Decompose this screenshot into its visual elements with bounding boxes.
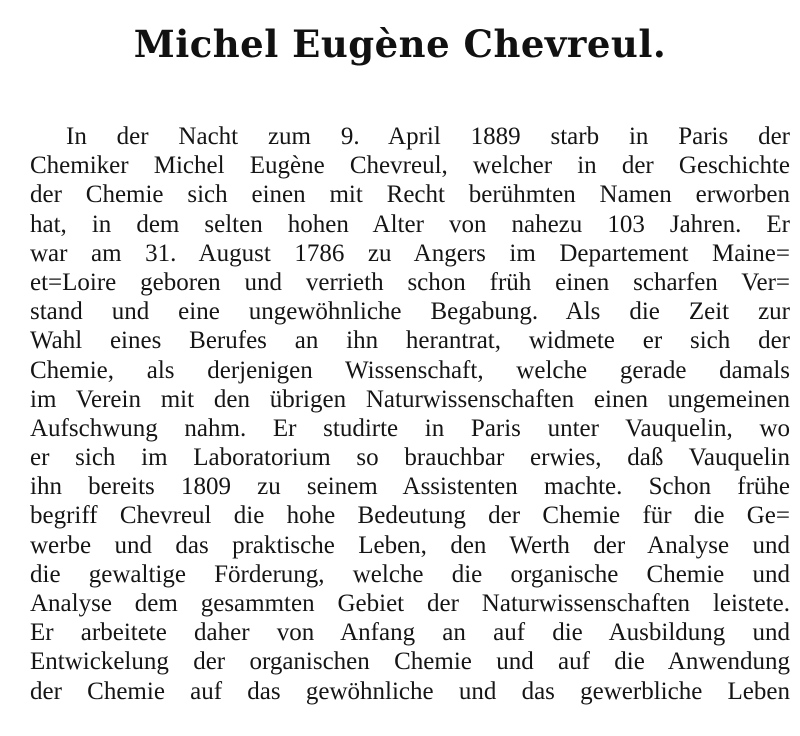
text-line: Aufschwung nahm. Er studirte in Paris unter Vauquelin, wo xyxy=(30,414,790,442)
text-line: im Verein mit den übrigen Naturwissenschaften einen ungemeinen xyxy=(30,385,790,413)
text-line: der Chemie auf das gewöhnliche und das gewerbliche Leben xyxy=(30,677,790,705)
text-line: Chemie, als derjenigen Wissenschaft, welche gerade damals xyxy=(30,356,790,384)
text-line: Er arbeitete daher von Anfang an auf die Ausbildung und xyxy=(30,619,790,647)
text-line: hat, in dem selten hohen Alter von nahezu 103 Jahren. Er xyxy=(30,210,790,238)
text-line: ihn bereits 1809 zu seinem Assistenten machte. Schon frühe xyxy=(30,473,790,501)
article-title: Michel Eugène Chevreul. xyxy=(133,22,667,66)
text-line: war am 31. August 1786 zu Angers im Departement Maine= xyxy=(30,239,790,267)
article-body xyxy=(30,122,790,706)
text-line: der Chemie sich einen mit Recht berühmten Namen erworben xyxy=(30,181,790,209)
text-line: stand und eine ungewöhnliche Begabung. Als die Zeit zur xyxy=(30,298,790,326)
text-line: die gewaltige Förderung, welche die organische Chemie und xyxy=(30,560,790,588)
text-line: Chemiker Michel Eugène Chevreul, welcher in der Geschichte xyxy=(30,152,790,180)
text-line: werbe und das praktische Leben, den Werth der Analyse und xyxy=(30,531,790,559)
text-line: Entwickelung der organischen Chemie und auf die Anwendung xyxy=(30,648,790,676)
text-line: Analyse dem gesammten Gebiet der Naturwissenschaften leistete. xyxy=(30,590,790,617)
text-line: begriff Chevreul die hohe Bedeutung der Chemie für die Ge= xyxy=(30,502,790,530)
text-line: et=Loire geboren und verrieth schon früh einen scharfen Ver= xyxy=(30,268,790,296)
text-line: In der Nacht zum 9. April 1889 starb in Paris der xyxy=(66,123,790,150)
text-line: er sich im Laboratorium so brauchbar erwies, daß Vauquelin xyxy=(30,444,790,472)
text-line: Wahl eines Berufes an ihn herantrat, widmete er sich der xyxy=(30,327,790,355)
